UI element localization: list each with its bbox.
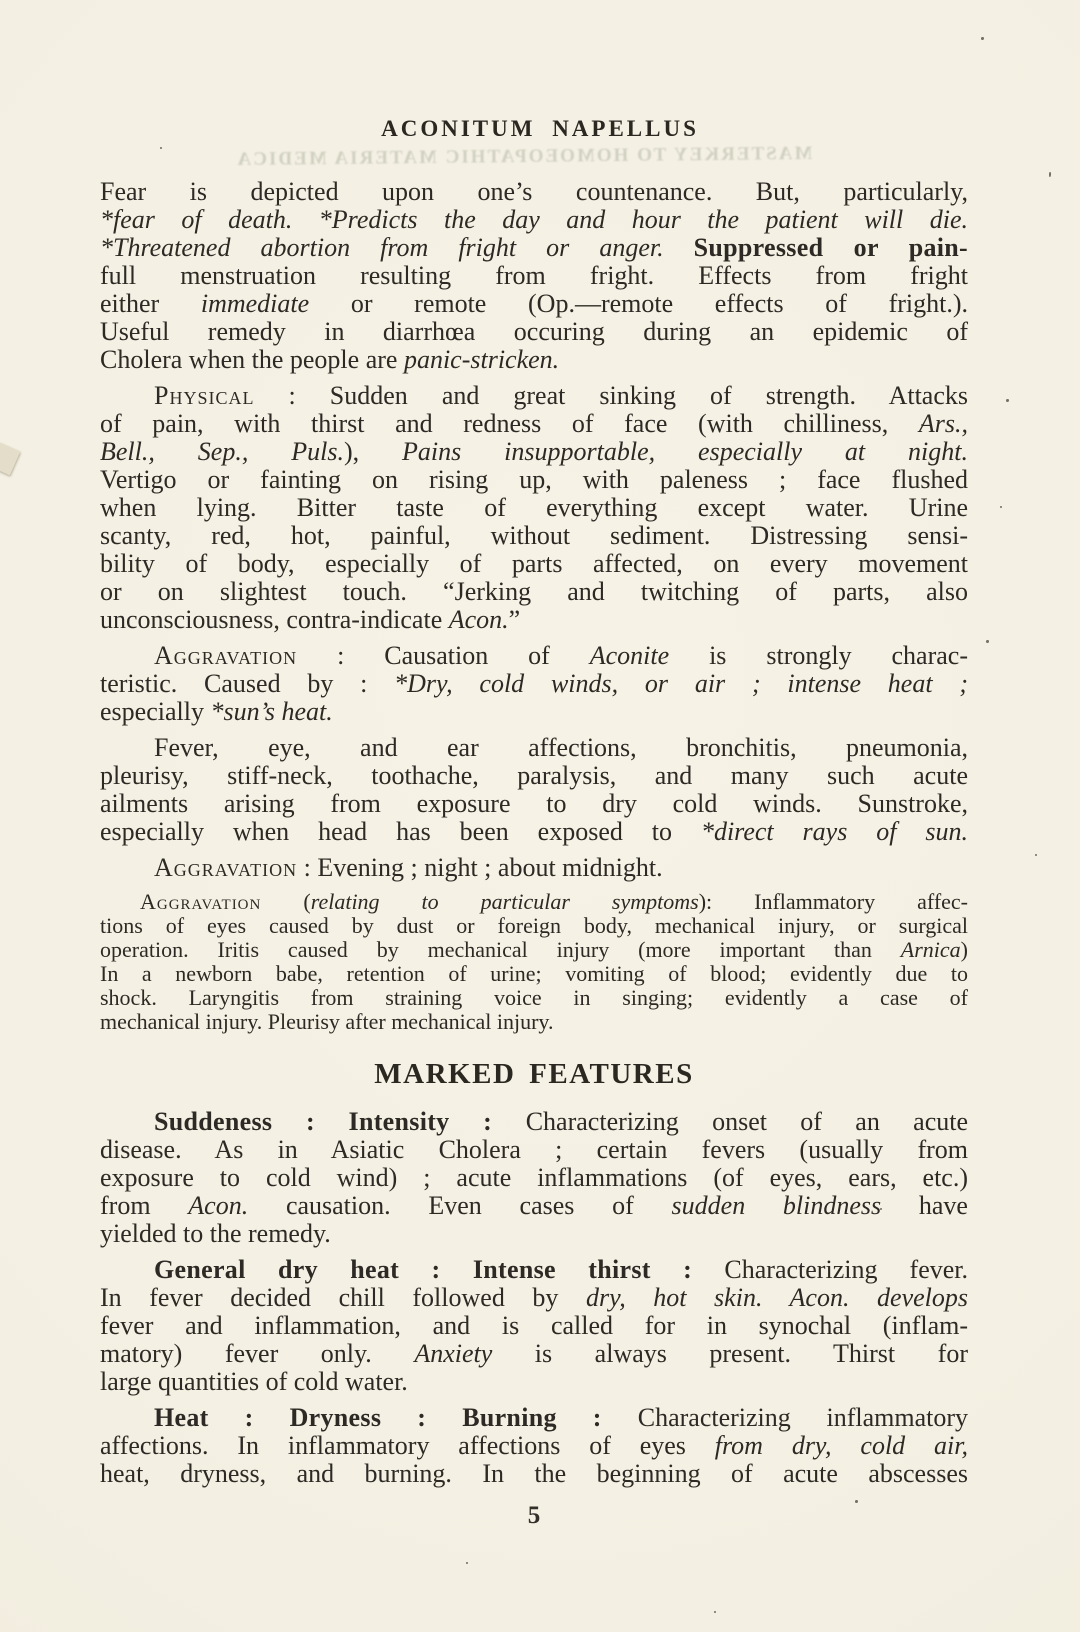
dust-speck xyxy=(1006,399,1009,402)
text-segment: have xyxy=(881,1191,968,1220)
text-line xyxy=(100,522,968,550)
text-line xyxy=(100,234,968,262)
text-segment: is always present. Thirst for xyxy=(492,1339,968,1368)
text-segment: disease. As in Asiatic Cholera ; certain fevers (usually from xyxy=(100,1135,968,1164)
text-segment: In a newborn babe, retention of urine; vomiting of blood; evidently due to xyxy=(100,961,968,986)
text-line xyxy=(100,382,968,410)
para-heat-dryness-burning xyxy=(100,1404,968,1488)
text-line xyxy=(100,494,968,522)
text-line xyxy=(100,938,968,962)
text-segment: Acon. xyxy=(188,1191,249,1220)
text-segment: ailments arising from exposure to dry cold winds. Sunstroke, xyxy=(100,789,968,818)
text-line xyxy=(100,1192,968,1220)
text-line xyxy=(100,1460,968,1488)
para-suddeness-intensity xyxy=(100,1108,968,1248)
text-segment: Fever, eye, and ear affections, bronchitis, pneumonia, xyxy=(154,733,968,762)
text-segment: is strongly charac- xyxy=(669,641,968,670)
text-line xyxy=(100,1220,968,1248)
text-segment: Useful remedy in diarrhœa occuring during an epidemic of xyxy=(100,317,968,346)
text-line xyxy=(100,438,968,466)
text-line xyxy=(100,642,968,670)
text-segment: *fear of death. *Predicts the day and hour the patient will die. xyxy=(100,205,968,234)
text-segment: sudden blindness xyxy=(671,1191,882,1220)
text-line xyxy=(100,790,968,818)
text-segment: ): Inflammatory affec- xyxy=(698,889,968,914)
text-segment: heat, dryness, and burning. In the beginning of acute abscesses xyxy=(100,1459,968,1488)
text-segment: ( xyxy=(261,889,311,914)
text-line xyxy=(100,262,968,290)
text-segment: either xyxy=(100,289,201,318)
dust-speck xyxy=(714,1611,716,1613)
text-line xyxy=(100,1284,968,1312)
bleedthrough-header-text: MASTERKEY TO HOMOEOPATHIC MATERIA MEDICA xyxy=(235,142,813,171)
text-segment: from dry, cold air, xyxy=(714,1431,968,1460)
text-segment: : Evening ; night ; about midnight. xyxy=(297,853,663,882)
text-segment: or remote (Op.—remote effects of fright.). xyxy=(309,289,969,318)
text-line xyxy=(100,1108,968,1136)
text-segment: Bell., Sep., Puls. xyxy=(100,437,344,466)
text-segment: immediate xyxy=(200,289,310,318)
text-segment: Arnica xyxy=(900,937,961,962)
text-line xyxy=(100,914,968,938)
text-segment: scanty, red, hot, painful, without sediment. Distressing sensi- xyxy=(100,521,968,550)
text-segment: relating to particular symptoms xyxy=(310,889,699,914)
text-segment: Ars., xyxy=(918,409,968,438)
text-segment: yielded to the remedy. xyxy=(100,1219,331,1248)
text-segment: matory) fever only. xyxy=(100,1339,415,1368)
text-segment: bility of body, especially of parts affected, on every movement xyxy=(100,549,968,578)
dust-speck xyxy=(1035,854,1037,856)
text-segment: mechanical injury. Pleurisy after mechanical injury. xyxy=(100,1009,554,1034)
text-segment: causation. Even cases of xyxy=(248,1191,672,1220)
text-segment: Physical xyxy=(154,381,255,410)
para-physical xyxy=(100,382,968,634)
text-segment: General dry heat : Intense thirst : xyxy=(154,1255,725,1284)
text-segment: Aggravation xyxy=(140,889,262,914)
para-aggravation-particular xyxy=(100,890,968,1034)
para-general-dry-heat xyxy=(100,1256,968,1396)
text-segment: from xyxy=(100,1191,189,1220)
text-line xyxy=(100,818,968,846)
dust-speck xyxy=(160,147,162,149)
text-segment: Characterizing onset of an acute xyxy=(525,1107,969,1136)
text-segment: In fever decided chill followed by xyxy=(100,1283,586,1312)
text-segment: panic-stricken. xyxy=(403,345,560,374)
text-line xyxy=(100,346,968,374)
text-segment: Suddeness : Intensity : xyxy=(154,1107,526,1136)
text-segment: unconsciousness, contra-indicate xyxy=(100,605,449,634)
text-line xyxy=(100,1256,968,1284)
text-segment: fever and inflammation, and is called for in synochal (inflam- xyxy=(100,1311,968,1340)
text-segment: when lying. Bitter taste of everything except water. Urine xyxy=(100,493,968,522)
text-line xyxy=(100,1164,968,1192)
text-line xyxy=(100,1010,968,1034)
text-line xyxy=(100,734,968,762)
text-segment: : Causation of xyxy=(297,641,590,670)
text-segment: ) xyxy=(960,937,968,962)
para-aggravation-time xyxy=(100,854,968,882)
text-segment: Heat : Dryness : Burning : xyxy=(154,1403,638,1432)
text-line xyxy=(100,1404,968,1432)
text-segment: *sun’s heat. xyxy=(210,697,333,726)
text-line xyxy=(100,962,968,986)
text-segment: teristic. Caused by : xyxy=(100,669,395,698)
text-segment: Anxiety xyxy=(414,1339,493,1368)
text-segment: Suppressed or pain- xyxy=(693,233,968,262)
text-segment: operation. Iritis caused by mechanical injury (more important than xyxy=(100,937,901,962)
text-line xyxy=(100,1432,968,1460)
text-segment: *Threatened abortion from fright or anger. xyxy=(100,233,694,262)
text-segment: Characterizing fever. xyxy=(724,1255,968,1284)
para-fear-symptoms xyxy=(100,178,968,374)
text-line xyxy=(100,318,968,346)
page-curl-artifact xyxy=(0,443,20,476)
page-number: 5 xyxy=(527,1502,541,1529)
dust-speck xyxy=(466,1562,468,1564)
dust-speck xyxy=(1000,506,1002,508)
text-segment: Cholera when the people are xyxy=(100,345,404,374)
text-segment: of pain, with thirst and redness of face (with chilliness, xyxy=(100,409,919,438)
text-segment: *Dry, cold winds, or air ; intense heat ; xyxy=(394,669,969,698)
page-title: ACONITUM NAPELLUS xyxy=(381,116,699,141)
marked-features-heading: MARKED FEATURES xyxy=(374,1058,694,1090)
text-segment: especially xyxy=(100,697,211,726)
dust-speck xyxy=(981,37,984,40)
text-line xyxy=(100,1136,968,1164)
text-segment: *direct rays of sun. xyxy=(700,817,968,846)
text-line xyxy=(100,410,968,438)
text-line xyxy=(100,290,968,318)
text-line xyxy=(100,578,968,606)
text-segment: Fear is depicted upon one’s countenance. But, particularly, xyxy=(100,177,968,206)
text-segment: pleurisy, stiff-neck, toothache, paralysis, and many such acute xyxy=(100,761,968,790)
text-segment: dry, hot skin. Acon. develops xyxy=(585,1283,968,1312)
text-segment: or on slightest touch. “Jerking and twitching of parts, also xyxy=(100,577,968,606)
text-segment: Aggravation xyxy=(154,641,298,670)
text-segment: Pains insupportable, especially at night. xyxy=(402,437,968,466)
text-segment: Acon. xyxy=(448,605,509,634)
text-segment: shock. Laryngitis from straining voice in singing; evidently a case of xyxy=(100,985,968,1010)
text-line xyxy=(100,606,968,634)
text-line xyxy=(100,1340,968,1368)
dust-speck xyxy=(986,640,989,643)
para-aggravation-causation xyxy=(100,642,968,726)
text-segment: exposure to cold wind) ; acute inflammations (of eyes, ears, etc.) xyxy=(100,1163,968,1192)
text-segment: ” xyxy=(508,605,521,634)
text-line xyxy=(100,670,968,698)
text-line xyxy=(100,986,968,1010)
text-segment: ), xyxy=(343,437,403,466)
text-line xyxy=(100,1368,968,1396)
text-line xyxy=(100,1312,968,1340)
text-segment: especially when head has been exposed to xyxy=(100,817,701,846)
text-segment: : Sudden and great sinking of strength. Attacks xyxy=(254,381,968,410)
text-segment: Vertigo or fainting on rising up, with paleness ; face flushed xyxy=(100,465,968,494)
text-segment: tions of eyes caused by dust or foreign body, mechanical injury, or surgical xyxy=(100,913,968,938)
text-line xyxy=(100,466,968,494)
text-line xyxy=(100,206,968,234)
text-line xyxy=(100,698,968,726)
text-line xyxy=(100,550,968,578)
dust-speck xyxy=(1049,172,1051,177)
text-segment: large quantities of cold water. xyxy=(100,1367,408,1396)
text-segment: Characterizing inflammatory xyxy=(637,1403,968,1432)
text-line xyxy=(100,890,968,914)
text-segment: full menstruation resulting from fright. Effects from fright xyxy=(100,261,968,290)
text-line xyxy=(100,762,968,790)
para-fever-affections xyxy=(100,734,968,846)
text-segment: Aggravation xyxy=(154,853,298,882)
text-segment: affections. In inflammatory affections of eyes xyxy=(100,1431,715,1460)
text-line xyxy=(100,854,968,882)
text-line xyxy=(100,178,968,206)
text-block xyxy=(100,178,968,1496)
text-segment: Aconite xyxy=(589,641,670,670)
